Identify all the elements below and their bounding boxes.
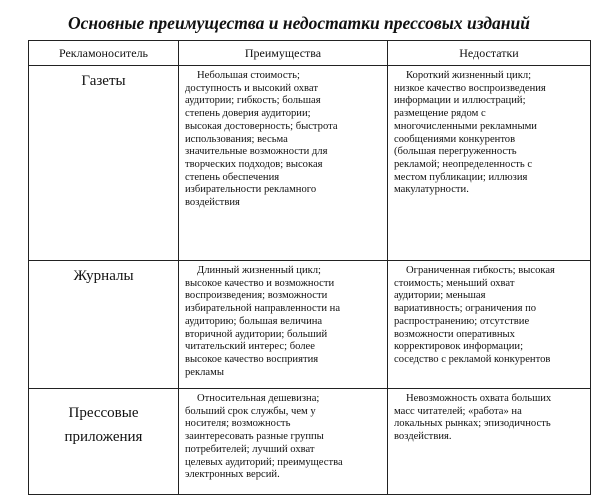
disadvantages-cell xyxy=(388,261,591,389)
advantages-cell xyxy=(179,66,388,261)
advantages-text: Небольшая стоимость; доступность и высокий охват аудитории; гибкость; большая степень доверия аудитории; высокая достоверность; быстрота использования; весьма значительные возможности для творческих подходов; высокая степень обеспечения избирательности рекламного воздействия xyxy=(185,70,338,209)
advantages-cell xyxy=(179,261,388,389)
carrier-name-line2: приложения xyxy=(64,429,143,445)
header-advantages: Преимущества xyxy=(179,41,388,66)
disadvantages-cell xyxy=(388,389,591,495)
disadvantages-text: Невозможность охвата больших масс читателей; «работа» на локальных рынках; эпизодичность воздействия. xyxy=(394,393,552,443)
disadvantages-cell xyxy=(388,66,591,261)
advantages-text: Относительная дешевизна; больший срок службы, чем у носителя; возможность заинтересовать разные группы потребителей; лучший охват целевых аудиторий; преимущества электронных версий. xyxy=(185,393,343,481)
header-disadvantages: Недостатки xyxy=(388,41,591,66)
carrier-name: Газеты xyxy=(81,73,126,89)
table-row xyxy=(29,66,591,261)
table-row xyxy=(29,261,591,389)
header-carrier: Рекламоноситель xyxy=(29,41,179,66)
comparison-table xyxy=(28,40,591,495)
table-row xyxy=(29,389,591,495)
carrier-cell xyxy=(29,66,179,261)
carrier-cell xyxy=(29,389,179,495)
table-header-row xyxy=(29,41,591,66)
advantages-cell xyxy=(179,389,388,495)
page-title: Основные преимущества и недостатки прессовых изданий xyxy=(68,13,530,33)
carrier-name-line1: Прессовые xyxy=(68,405,139,421)
disadvantages-text: Короткий жизненный цикл; низкое качество воспроизведения информации и иллюстраций; размещение рядом с многочисленными рекламными сообщениями конкурентов (большая перегруженность рекламой; неопределенность с местом публикации; иллюзия макулатурности. xyxy=(394,70,546,196)
advantages-text: Длинный жизненный цикл; высокое качество и возможности воспроизведения; возможности избирательной направленности на аудиторию; большая величина вторичной аудитории; больший читательский интерес; более высокое качество восприятия рекламы xyxy=(185,265,341,378)
disadvantages-text: Ограниченная гибкость; высокая стоимость; меньший охват аудитории; меньшая вариативность; ограничения по распространению; отсутствие возможности оперативных корректировок информации; соседство с рекламой конкурентов xyxy=(394,265,555,365)
carrier-name xyxy=(29,389,178,449)
carrier-name: Журналы xyxy=(73,268,134,284)
carrier-cell xyxy=(29,261,179,389)
